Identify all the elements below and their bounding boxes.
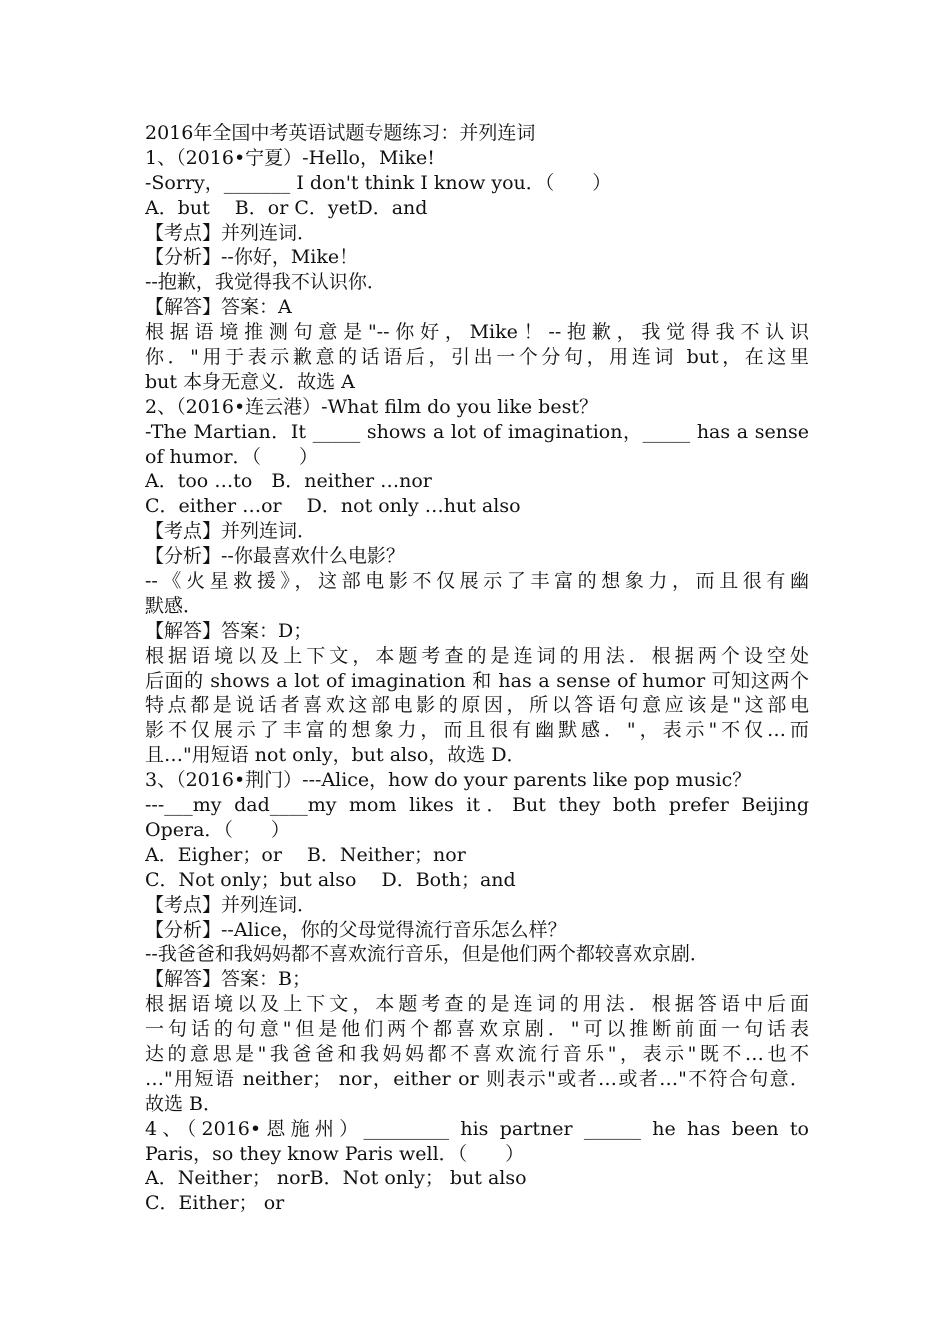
text-line: --《火星救援》，这部电影不仅展示了丰富的想象力，而且很有幽 (145, 570, 809, 593)
text-line: 默感． (145, 594, 203, 617)
text-line: 【分析】--你最喜欢什么电影？ (145, 545, 405, 568)
text-line: 【分析】--Alice，你的父母觉得流行音乐怎么样？ (145, 918, 567, 941)
text-line: 4、（2016•恩施州）_________ his partner ______ he has been to (145, 1117, 809, 1140)
text-line: 【解答】答案：A (145, 296, 292, 319)
text-line: A．but B．or C．yetD．and (145, 196, 428, 219)
document-page (145, 121, 809, 1216)
text-line: …"用短语 neither； nor，either or 则表示"或者…或者…"不符合句意． (145, 1067, 809, 1090)
text-line: Paris，so they know Paris well．（ ） (145, 1142, 525, 1165)
text-line: 2、（2016•连云港）-What film do you like best？ (145, 395, 598, 418)
text-line: --抱歉，我觉得我不认识你． (145, 271, 386, 294)
text-line: 影不仅展示了丰富的想象力，而且很有幽默感．"，表示"不仅…而 (145, 719, 809, 742)
text-line: 故选 B． (145, 1092, 223, 1115)
text-line: 【考点】并列连词． (145, 520, 317, 543)
text-line: -Sorry，_______ I don't think I know you．（ ） (145, 171, 612, 194)
text-line: A．too …to B．neither …nor (145, 470, 432, 493)
text-line: 1、（2016•宁夏）-Hello，Mike! (145, 146, 435, 169)
text-line: 根据语境以及上下文，本题考查的是连词的用法．根据两个设空处 (145, 644, 809, 667)
text-line: --我爸爸和我妈妈都不喜欢流行音乐，但是他们两个都较喜欢京剧． (145, 943, 709, 966)
text-line: 【考点】并列连词． (145, 893, 317, 916)
text-line: C．either …or D．not only …hut also (145, 495, 521, 518)
text-line: 【解答】答案：D； (145, 619, 313, 642)
text-line: 一句话的句意"但是他们两个都喜欢京剧．"可以推断前面一句话表 (145, 1018, 809, 1041)
text-line: ---___my dad____my mom likes it．But they both prefer Beijing (145, 794, 809, 817)
text-line: 根据语境以及上下文，本题考查的是连词的用法．根据答语中后面 (145, 993, 809, 1016)
text-line: 3、（2016•荆门）---Alice，how do your parents like pop music？ (145, 769, 752, 792)
text-line: 【考点】并列连词． (145, 221, 317, 244)
text-line: C．Not only；but also D．Both；and (145, 868, 516, 891)
text-line: of humor．（ ） (145, 445, 319, 468)
text-line: -The Martian．It _____ shows a lot of imagination，_____ has a sense (145, 420, 809, 443)
text-line: 2016年全国中考英语试题专题练习：并列连词 (145, 122, 536, 144)
text-line: 【解答】答案：B； (145, 968, 311, 991)
text-line: Opera．（ ） (145, 818, 290, 841)
text-line: 【分析】--你好，Mike！ (145, 246, 359, 269)
text-line: 根据语境推测句意是"--你好，Mike！--抱歉，我觉得我不认识 (145, 321, 809, 344)
text-line: 后面的 shows a lot of imagination 和 has a sense of humor 可知这两个 (145, 669, 809, 692)
text-line: 特点都是说话者喜欢这部电影的原因，所以答语句意应该是"这部电 (145, 694, 809, 717)
text-line: 你．"用于表示歉意的话语后，引出一个分句，用连词 but，在这里 (145, 346, 809, 369)
text-line: 且…"用短语 not only，but also，故选 D． (145, 744, 526, 767)
text-line: but 本身无意义．故选 A (145, 370, 355, 393)
text-line: C．Either； or (145, 1192, 285, 1215)
text-line: 达的意思是"我爸爸和我妈妈都不喜欢流行音乐"，表示"既不…也不 (145, 1042, 809, 1065)
text-line: A．Eigher；or B．Neither；nor (145, 843, 466, 866)
text-line: A．Neither； norB．Not only； but also (145, 1167, 527, 1190)
